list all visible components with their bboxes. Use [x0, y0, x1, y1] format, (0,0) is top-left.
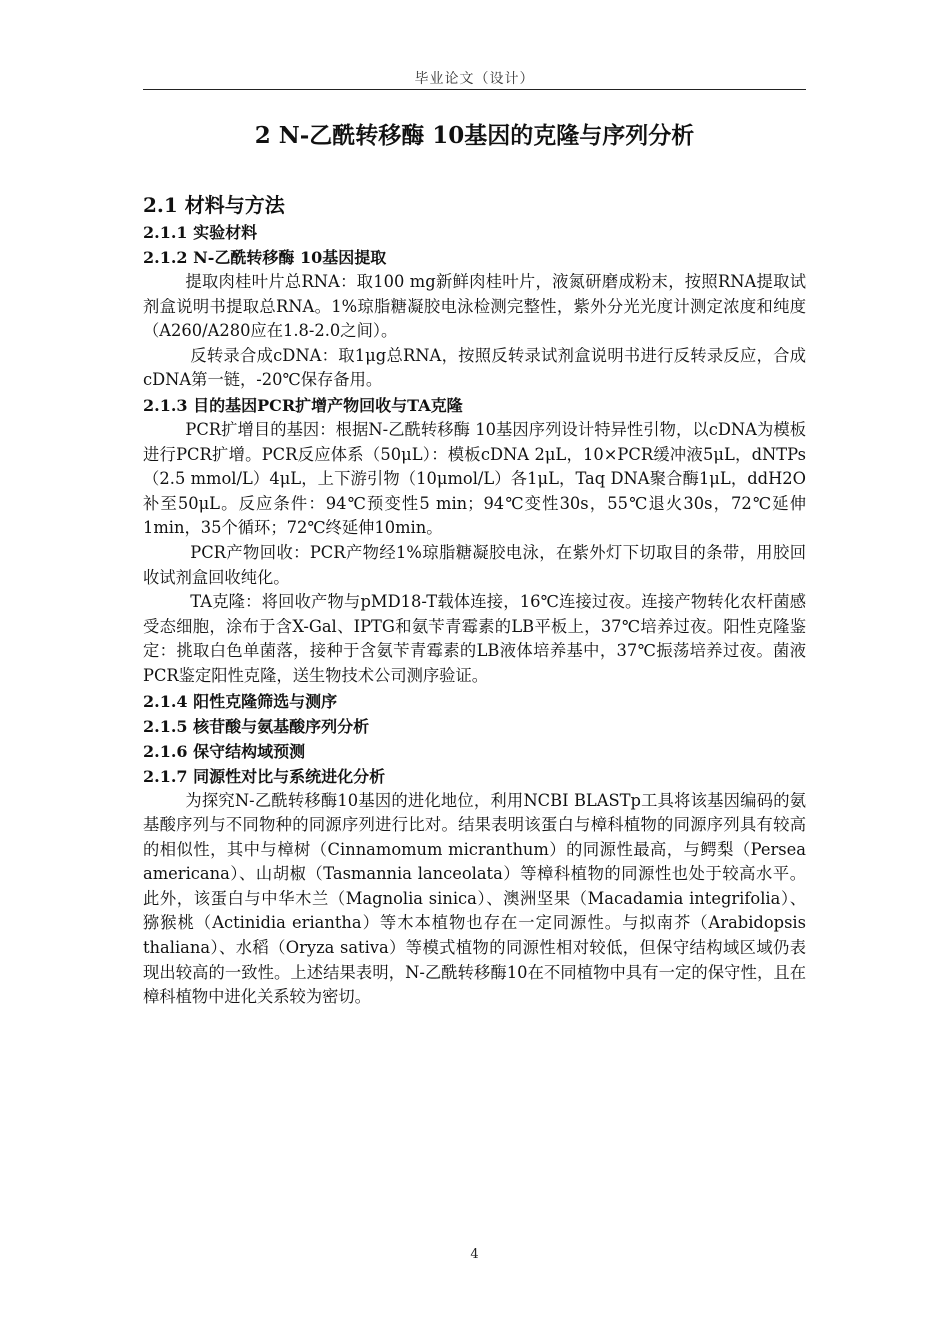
paragraph-pcr-recovery: PCR产物回收：PCR产物经1%琼脂糖凝胶电泳，在紫外灯下切取目的条带，用胶回收试剂盒回收纯化。 [143, 542, 806, 587]
chapter-title: 2 N-乙酰转移酶 10基因的克隆与序列分析 [254, 122, 695, 149]
document-body [143, 190, 806, 1010]
subsection-heading-2-1-5: 2.1.5 核苷酸与氨基酸序列分析 [143, 716, 370, 736]
subsection-heading-2-1-3: 2.1.3 目的基因PCR扩增产物回收与TA克隆 [143, 395, 463, 415]
subsection-heading-2-1-4: 2.1.4 阳性克隆筛选与测序 [143, 691, 338, 711]
section-heading-2-1: 2.1 材料与方法 [143, 193, 285, 217]
subsection-heading-2-1-2: 2.1.2 N-乙酰转移酶 10基因提取 [143, 248, 387, 267]
paragraph-homology-analysis: 为探究N-乙酰转移酶10基因的进化地位，利用NCBI BLASTp工具将该基因编码的氨基酸序列与不同物种的同源序列进行比对。结果表明该蛋白与樟科植物的同源序列具有较高的相似性，其中与樟树（Cinnamomum micranthum）的同源性最高，与鳄梨（Persea americana）、山胡椒（Tasmannia lanceolata）等樟科植物的同源性也处于较高水平。此外，该蛋白与中华木兰（Magnolia sinica）、澳洲坚果（Macadamia integrifolia）、猕猴桃（Actinidia eriantha）等木本植物也存在一定同源性。与拟南芥（Arabidopsis thaliana）、水稻（Oryza sativa）等模式植物的同源性相对较低，但保守结构域区域仍表现出较高的一致性。上述结果表明，N-乙酰转移酶10在不同植物中具有一定的保守性，且在樟科植物中进化关系较为密切。 [143, 790, 806, 1007]
subsection-heading-2-1-7: 2.1.7 同源性对比与系统进化分析 [143, 766, 386, 786]
header-divider [143, 89, 806, 90]
paragraph-pcr-amplification: PCR扩增目的基因：根据N-乙酰转移酶 10基因序列设计特异性引物，以cDNA为模板进行PCR扩增。PCR反应体系（50μL）：模板cDNA 2μL，10×PCR缓冲液5μL，dNTPs（2.5 mmol/L）4μL，上下游引物（10μmol/L）各1μL，Taq DNA聚合酶1μL，ddH2O补至50μL。反应条件：94℃预变性5 min；94℃变性30s，55℃退火30s，72℃延伸1min，35个循环；72℃终延伸10min。 [143, 419, 806, 538]
paragraph-rna-extraction: 提取肉桂叶片总RNA：取100 mg新鲜肉桂叶片，液氮研磨成粉末，按照RNA提取试剂盒说明书提取总RNA。1%琼脂糖凝胶电泳检测完整性，紫外分光光度计测定浓度和纯度（A260/A280应在1.8-2.0之间）。 [143, 272, 806, 341]
subsection-heading-2-1-6: 2.1.6 保守结构域预测 [143, 741, 306, 761]
paragraph-ta-cloning: TA克隆：将回收产物与pMD18-T载体连接，16℃连接过夜。连接产物转化农杆菌感受态细胞，涂布于含X-Gal、IPTG和氨苄青霉素的LB平板上，37℃培养过夜。阳性克隆鉴定：挑取白色单菌落，接种于含氨苄青霉素的LB液体培养基中，37℃振荡培养过夜。菌液PCR鉴定阳性克隆，送生物技术公司测序验证。 [143, 592, 806, 685]
running-header: 毕业论文（设计） [414, 71, 535, 87]
page-number: 4 [470, 1247, 479, 1262]
subsection-heading-2-1-1: 2.1.1 实验材料 [143, 223, 258, 242]
paragraph-reverse-transcription: 反转录合成cDNA：取1μg总RNA，按照反转录试剂盒说明书进行反转录反应，合成cDNA第一链，-20℃保存备用。 [143, 345, 806, 390]
